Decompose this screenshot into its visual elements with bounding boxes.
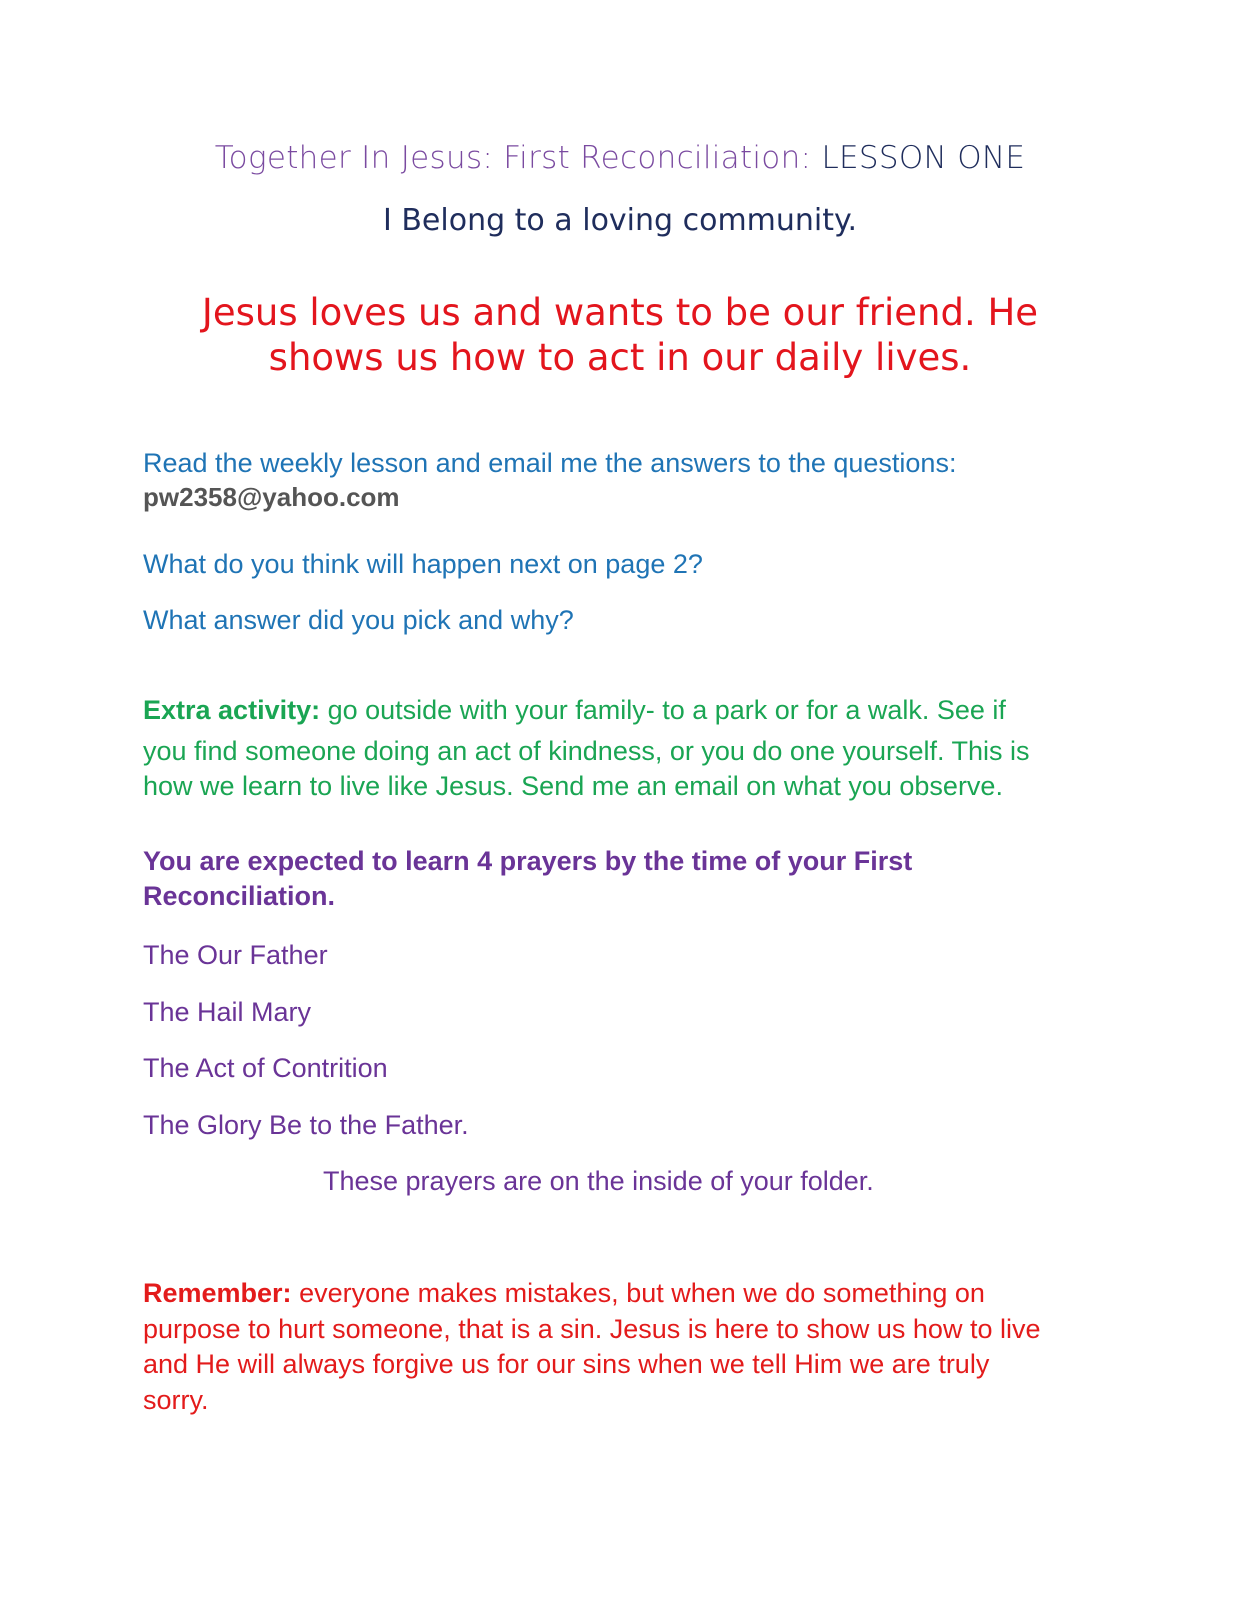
remember-text-1: everyone makes mistakes, but when we do something on [291,1278,985,1308]
prayer-item-hail-mary: The Hail Mary [143,997,312,1027]
lesson-header [0,140,1240,176]
lesson-theme [0,290,1240,380]
prayers-note: These prayers are on the inside of your folder. [323,1166,874,1196]
question-2: What answer did you pick and why? [143,605,574,635]
remember-line-4: sorry. [143,1385,209,1415]
prayer-item-our-father: The Our Father [143,940,328,970]
read-instructions: Read the weekly lesson and email me the answers to the questions: [143,448,957,478]
remember-line-2: purpose to hurt someone, that is a sin. Jesus is here to show us how to live [143,1314,1041,1344]
prayer-item-act-of-contrition: The Act of Contrition [143,1053,388,1083]
lesson-title: Together In Jesus: First Reconciliation: [214,140,812,176]
remember-line-3: and He will always forgive us for our sins when we tell Him we are truly [143,1349,990,1379]
prayers-heading-line-1: You are expected to learn 4 prayers by the time of your First [143,846,913,876]
prayer-item-glory-be: The Glory Be to the Father. [143,1110,469,1140]
lesson-number: LESSON ONE [821,140,1026,176]
extra-activity-text-1: go outside with your family- to a park or for a walk. See if [320,695,1006,725]
remember-label: Remember: [143,1278,292,1308]
lesson-subtitle: I Belong to a loving community. [382,203,858,238]
extra-activity-line-2: you find someone doing an act of kindness, or you do one yourself. This is [143,736,1030,766]
theme-line-1: Jesus loves us and wants to be our friend. He [201,291,1039,334]
email-address[interactable]: pw2358@yahoo.com [143,482,400,512]
extra-activity-line-1 [143,695,1006,726]
theme-line-2: shows us how to act in our daily lives. [268,336,972,379]
extra-activity-label: Extra activity: [143,695,321,725]
prayers-heading-line-2: Reconciliation. [143,881,336,911]
extra-activity-line-3: how we learn to live like Jesus. Send me an email on what you observe. [143,771,1003,801]
question-1: What do you think will happen next on page 2? [143,549,703,579]
remember-line-1 [143,1278,985,1309]
